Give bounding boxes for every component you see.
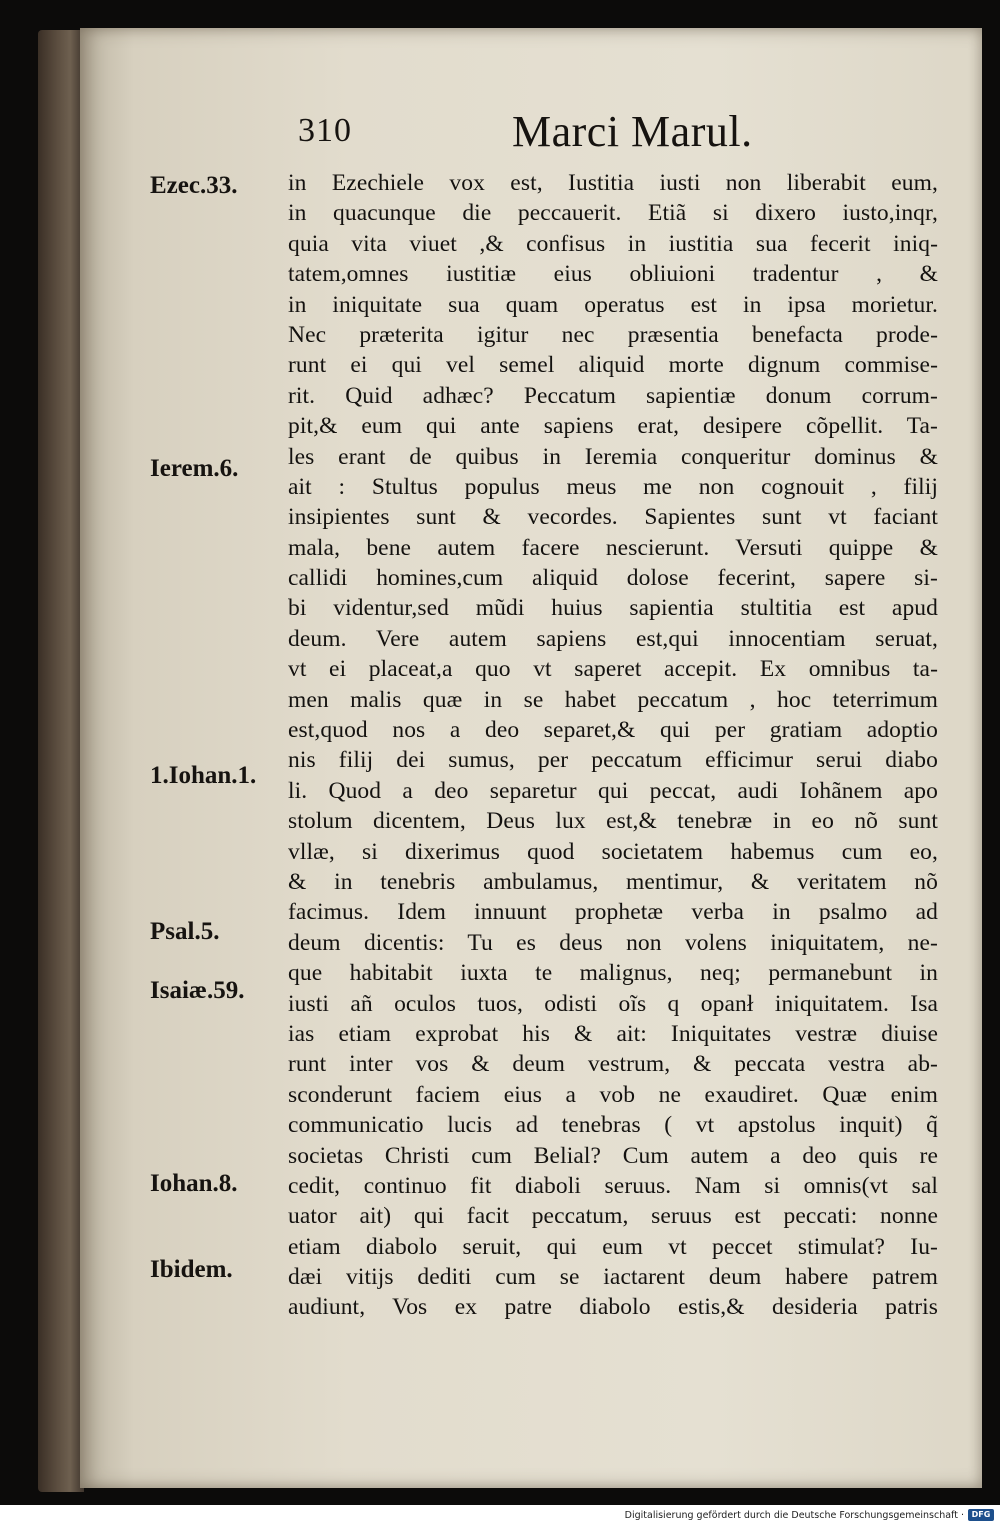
text-line: nis filij dei sumus, per peccatum efficimur serui diabo [288, 747, 938, 774]
text-line: Nec præterita igitur nec præsentia benefacta prode- [288, 321, 938, 348]
text-line: societas Christi cum Belial? Cum autem a deo quis re [288, 1142, 938, 1169]
margin-note-psal: Psal.5. [150, 918, 220, 945]
text-line: que habitabit iuxta te malignus, neq; permanebunt in [288, 960, 938, 987]
text-line: iusti añ oculos tuos, odisti oĩs q opanł iniquitatem. Isa [288, 990, 938, 1017]
text-line: uator ait) qui facit peccatum, seruus est peccati: nonne [288, 1203, 938, 1230]
text-line: in quacunque die peccauerit. Etiã si dixero iusto,inqr, [288, 200, 938, 227]
text-line: ait : Stultus populus meus me non cognouit , filij [288, 473, 938, 500]
margin-note-iohan-8: Iohan.8. [150, 1170, 238, 1197]
text-line: insipientes sunt & vecordes. Sapientes sunt vt faciant [288, 504, 938, 531]
text-line: facimus. Idem innuunt prophetæ verba in psalmo ad [288, 899, 938, 926]
text-line: li. Quod a deo separetur qui peccat, audi Iohãnem apo [288, 777, 938, 804]
text-line: men malis quæ in se habet peccatum , hoc teterrimum [288, 686, 938, 713]
text-line: bi videntur,sed mũdi huius sapientia stultitia est apud [288, 595, 938, 622]
page-header [298, 104, 938, 154]
text-line: sconderunt faciem eius a vob ne exaudiret. Quæ enim [288, 1081, 938, 1108]
page-number: 310 [298, 112, 352, 149]
text-line: mala, bene autem facere nescierunt. Versuti quippe & [288, 534, 938, 561]
margin-note-ibidem: Ibidem. [150, 1256, 233, 1283]
margin-note-ezec: Ezec.33. [150, 172, 238, 199]
text-line: audiunt, Vos ex patre diabolo estis,& desideria patris [288, 1294, 938, 1321]
text-line: deum dicentis: Tu es deus non volens iniquitatem, ne- [288, 929, 938, 956]
text-line: runt ei qui vel semel aliquid morte dignum commise- [288, 352, 938, 379]
text-line: dæi vitijs dediti cum se iactarent deum habere patrem [288, 1264, 938, 1291]
text-line: callidi homines,cum aliquid dolose fecerint, sapere si- [288, 565, 938, 592]
funding-credit: Digitalisierung gefördert durch die Deutsche Forschungsgemeinschaft · [624, 1510, 964, 1521]
text-line: in Ezechiele vox est, Iustitia iusti non liberabit eum, [288, 170, 938, 196]
text-line: les erant de quibus in Ieremia conqueritur dominus & [288, 443, 938, 470]
text-line: vllæ, si dixerimus quod societatem habemus cum eo, [288, 838, 938, 865]
margin-note-isaiae: Isaiæ.59. [150, 977, 245, 1004]
text-line: vt ei placeat,a quo vt saperet accepit. Ex omnibus ta- [288, 656, 938, 683]
margin-note-ierem: Ierem.6. [150, 455, 239, 482]
text-line: communicatio lucis ad tenebras ( vt apstolus inquit) q̃ [288, 1112, 938, 1139]
text-line: stolum dicentem, Deus lux est,& tenebræ in eo nõ sunt [288, 808, 938, 835]
text-line: runt inter vos & deum vestrum, & peccata vestra ab- [288, 1051, 938, 1078]
text-line: ias etiam exprobat his & ait: Iniquitates vestræ diuise [288, 1020, 938, 1047]
running-head: Marci Marul. [512, 107, 753, 156]
text-line: pit,& eum qui ante sapiens erat, desipere cõpellit. Ta- [288, 413, 938, 440]
text-line: in iniquitate sua quam operatus est in ipsa morietur. [288, 291, 938, 318]
text-line: est,quod nos a deo separet,& qui per gratiam adoptio [288, 717, 938, 744]
margin-note-iohan-1: 1.Iohan.1. [150, 762, 257, 789]
text-line: & in tenebris ambulamus, mentimur, & veritatem nõ [288, 868, 938, 895]
text-line: deum. Vere autem sapiens est,qui innocentiam seruat, [288, 625, 938, 652]
body-text [288, 168, 938, 1323]
text-line: cedit, continuo fit diaboli seruus. Nam si omnis(vt sal [288, 1172, 938, 1199]
text-line: tatem,omnes iustitiæ eius obliuioni tradentur , & [288, 261, 938, 288]
text-line: rit. Quid adhæc? Peccatum sapientiæ donum corrum- [288, 382, 938, 409]
book-spine-edge [38, 30, 84, 1492]
dfg-logo-icon: DFG [968, 1509, 994, 1521]
text-line: etiam diabolo seruit, qui eum vt peccet stimulat? Iu- [288, 1233, 938, 1260]
text-line: quia vita viuet ,& confisus in iustitia sua fecerit iniq- [288, 230, 938, 257]
